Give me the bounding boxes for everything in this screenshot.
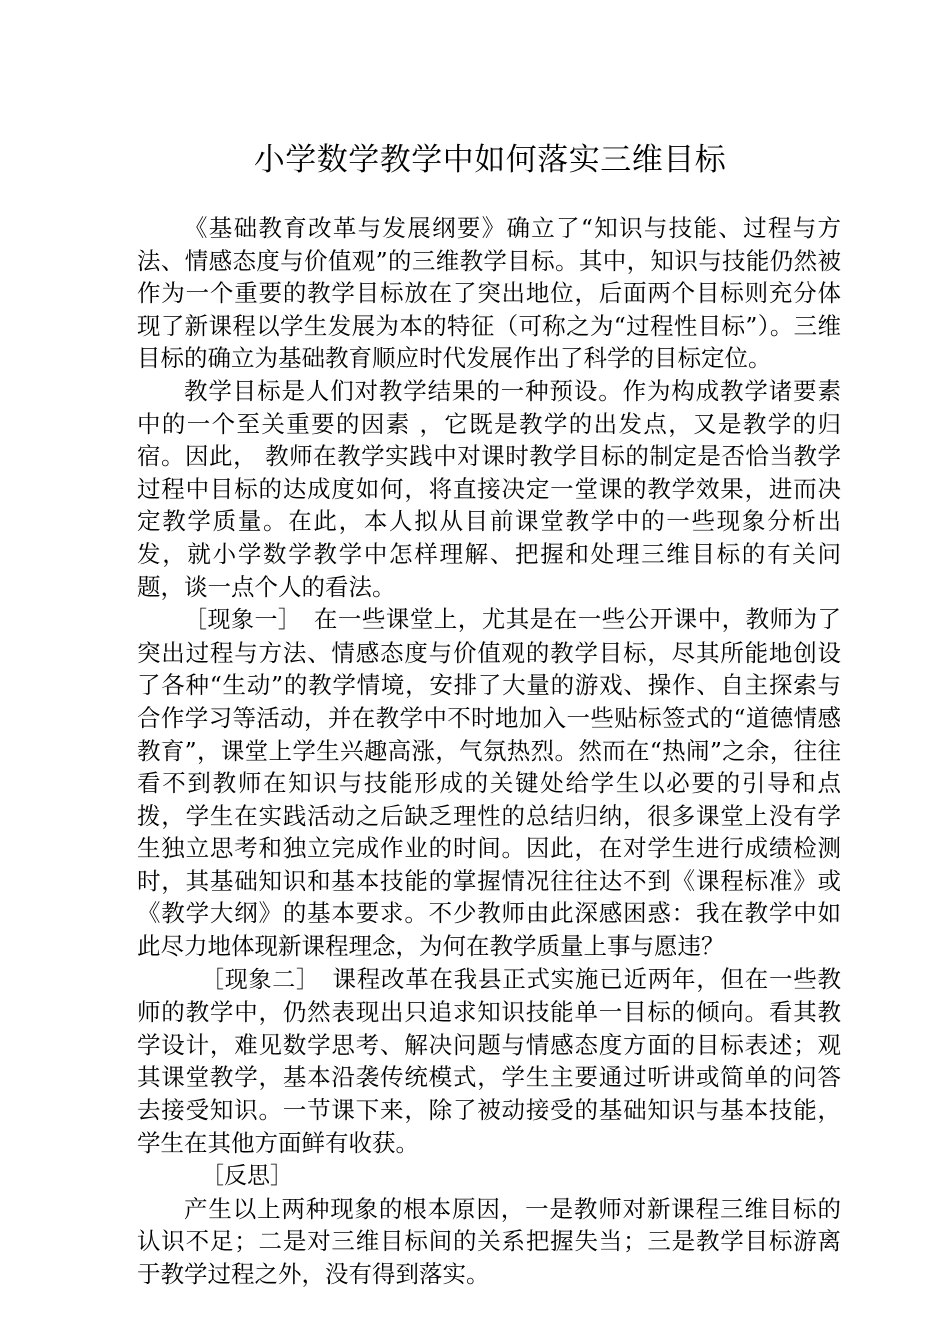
phenomenon-two-tag: ［现象二］ xyxy=(201,966,309,993)
reflection-tag: ［反思］ xyxy=(201,1163,293,1190)
paragraph-phenomenon-two xyxy=(137,963,841,1160)
reflection-heading xyxy=(137,1159,841,1193)
paragraph-teaching-goals: 教学目标是人们对教学结果的一种预设。作为构成教学诸要素中的一个至关重要的因素 ，它既是教学的出发点，又是教学的归宿。因此， 教师在教学实践中对课时教学目标的制定是否恰当教学过程中目标的达成度如何，将直接决定一堂课的教学效果，进而决定教学质量。在此，本人拟从目前课堂教学中的一些现象分析出发，就小学数学教学中怎样理解、把握和处理三维目标的有关问题，谈一点个人的看法。 xyxy=(137,376,841,601)
phenomenon-one-tag: ［现象一］ xyxy=(184,607,290,634)
phenomenon-two-text: 课程改革在我县正式实施已近两年，但在一些教师的教学中，仍然表现出只追求知识技能单一目标的倾向。看其教学设计，难见数学思考、解决问题与情感态度方面的目标表述；观其课堂教学，基本沿袭传统模式，学生主要通过听讲或简单的问答去接受知识。一节课下来，除了被动接受的基础知识与基本技能，学生在其他方面鲜有收获。 xyxy=(137,964,841,1157)
paragraph-phenomenon-one xyxy=(137,603,841,963)
document-body xyxy=(137,212,841,1291)
paragraph-reflection: 产生以上两种现象的根本原因，一是教师对新课程三维目标的认识不足；二是对三维目标间的关系把握失当；三是教学目标游离于教学过程之外，没有得到落实。 xyxy=(137,1194,841,1288)
document-title: 小学数学教学中如何落实三维目标 xyxy=(253,142,727,178)
paragraph-intro: 《基础教育改革与发展纲要》确立了“知识与技能、过程与方法、情感态度与价值观”的三维教学目标。其中，知识与技能仍然被作为一个重要的教学目标放在了突出地位，后面两个目标则充分体现了新课程以学生发展为本的特征（可称之为“过程性目标”）。三维目标的确立为基础教育顺应时代发展作出了科学的目标定位。 xyxy=(137,214,841,373)
phenomenon-one-text: 在一些课堂上，尤其是在一些公开课中，教师为了突出过程与方法、情感态度与价值观的教学目标，尽其所能地创设了各种“生动”的教学情境，安排了大量的游戏、操作、自主探索与合作学习等活动，并在教学中不时地加入一些贴标签式的“道德情感教育”，课堂上学生兴趣高涨，气氛热烈。然而在“热闹”之余，往往看不到教师在知识与技能形成的关键处给学生以必要的引导和点拨，学生在实践活动之后缺乏理性的总结归纳，很多课堂上没有学生独立思考和独立完成作业的时间。因此，在对学生进行成绩检测时，其基础知识和基本技能的掌握情况往往达不到《课程标准》或《教学大纲》的基本要求。不少教师由此深感困惑：我在教学中如此尽力地体现新课程理念，为何在教学质量上事与愿违？ xyxy=(137,605,842,961)
